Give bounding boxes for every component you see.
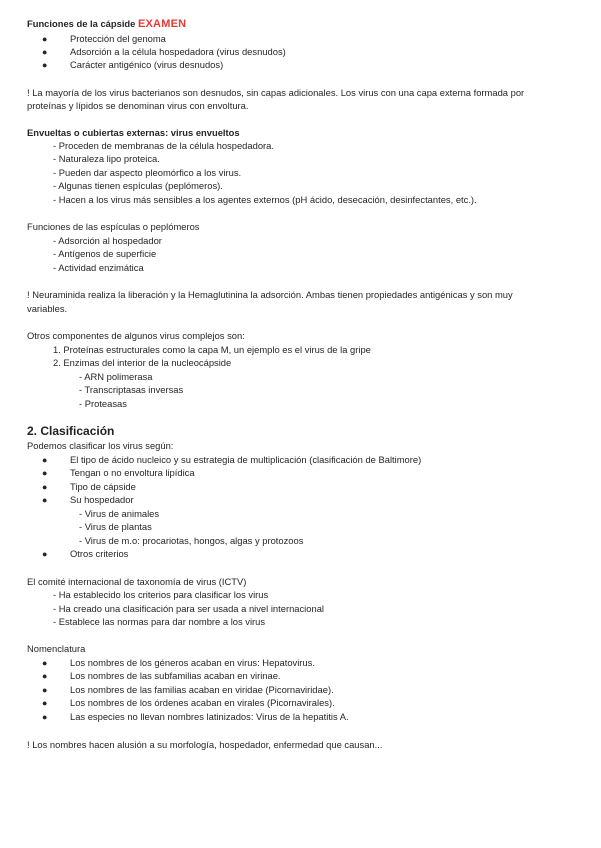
clasificacion-intro: Podemos clasificar los virus según: [27, 440, 174, 451]
note-line: ! Neuraminida realiza la liberación y la Hemaglutinina la adsorción. Ambas tienen propiedades antigénicas y son muy [27, 289, 513, 300]
list-item: - Pueden dar aspecto pleomórfico a los virus. [53, 167, 242, 178]
sub-list-item: - Proteasas [79, 398, 127, 409]
list-item: 2. Enzimas del interior de la nucleocápside [53, 357, 232, 368]
espiculas-title: Funciones de las espículas o peplómeros [27, 221, 200, 232]
list-item: Su hospedador [70, 494, 134, 505]
list-item: - Ha creado una clasificación para ser usada a nivel internacional [53, 603, 324, 614]
list-item: Protección del genoma [70, 33, 166, 44]
list-item: Adsorción a la célula hospedadora (virus desnudos) [70, 46, 286, 57]
note-line: proteínas y lípidos se denominan virus con envoltura. [27, 100, 249, 111]
envueltas-title: Envueltas o cubiertas externas: virus envueltos [27, 127, 240, 138]
bullet: ● [42, 495, 48, 505]
bullet: ● [42, 482, 48, 492]
list-item: - Hacen a los virus más sensibles a los agentes externos (pH ácido, desecación, desinfectantes, etc.). [53, 194, 477, 205]
ictv-title: El comité internacional de taxonomía de virus (ICTV) [27, 576, 247, 587]
section-heading: 2. Clasificación [27, 424, 115, 438]
bullet: ● [42, 671, 48, 681]
list-item: - Establece las normas para dar nombre a los virus [53, 616, 266, 627]
sub-list-item: - Transcriptasas inversas [79, 384, 184, 395]
list-item: Los nombres de los órdenes acaban en virales (Picornavirales). [70, 697, 335, 708]
bullet: ● [42, 685, 48, 695]
list-item: Los nombres de las subfamilias acaban en virinae. [70, 670, 281, 681]
list-item: Carácter antigénico (virus desnudos) [70, 59, 224, 70]
bullet: ● [42, 698, 48, 708]
list-item: Tengan o no envoltura lipídica [70, 467, 195, 478]
list-item: - Ha establecido los criterios para clasificar los virus [53, 589, 269, 600]
bullet: ● [42, 60, 48, 70]
list-item: El tipo de ácido nucleico y su estrategia de multiplicación (clasificación de Baltimore) [70, 454, 422, 465]
otros-title: Otros componentes de algunos virus complejos son: [27, 330, 245, 341]
nomenclatura-title: Nomenclatura [27, 643, 86, 654]
list-item: Los nombres de las familias acaban en viridae (Picornaviridae). [70, 684, 334, 695]
list-item: - Antígenos de superficie [53, 248, 157, 259]
list-item: - Naturaleza lipo proteica. [53, 153, 160, 164]
bullet: ● [42, 549, 48, 559]
list-item: Otros criterios [70, 548, 129, 559]
list-item: Los nombres de los géneros acaban en virus: Hepatovirus. [70, 657, 315, 668]
bullet: ● [42, 658, 48, 668]
capside-title [27, 18, 186, 30]
sub-list-item: - Virus de animales [79, 508, 160, 519]
bullet: ● [42, 47, 48, 57]
note-line: ! La mayoría de los virus bacterianos son desnudos, sin capas adicionales. Los virus con una capa externa formada por [27, 87, 525, 98]
exam-tag: EXAMEN [137, 18, 187, 30]
list-item: Las especies no llevan nombres latinizados: Virus de la hepatitis A. [70, 711, 349, 722]
note-line: variables. [27, 303, 68, 314]
list-item: - Actividad enzimática [53, 262, 144, 273]
bullet: ● [42, 455, 48, 465]
bullet: ● [42, 468, 48, 478]
note-line: ! Los nombres hacen alusión a su morfología, hospedador, enfermedad que causan... [27, 739, 383, 750]
sub-list-item: - Virus de plantas [79, 521, 152, 532]
list-item: - Proceden de membranas de la célula hospedadora. [53, 140, 274, 151]
list-item: - Adsorción al hospedador [53, 235, 162, 246]
bullet: ● [42, 34, 48, 44]
sub-list-item: - Virus de m.o: procariotas, hongos, algas y protozoos [79, 535, 304, 546]
sub-list-item: - ARN polimerasa [79, 371, 153, 382]
capside-title-text: Funciones de la cápside [27, 18, 136, 29]
list-item: 1. Proteínas estructurales como la capa M, un ejemplo es el virus de la gripe [53, 344, 371, 355]
bullet: ● [42, 712, 48, 722]
list-item: Tipo de cápside [70, 481, 136, 492]
list-item: - Algunas tienen espículas (peplómeros). [53, 180, 223, 191]
